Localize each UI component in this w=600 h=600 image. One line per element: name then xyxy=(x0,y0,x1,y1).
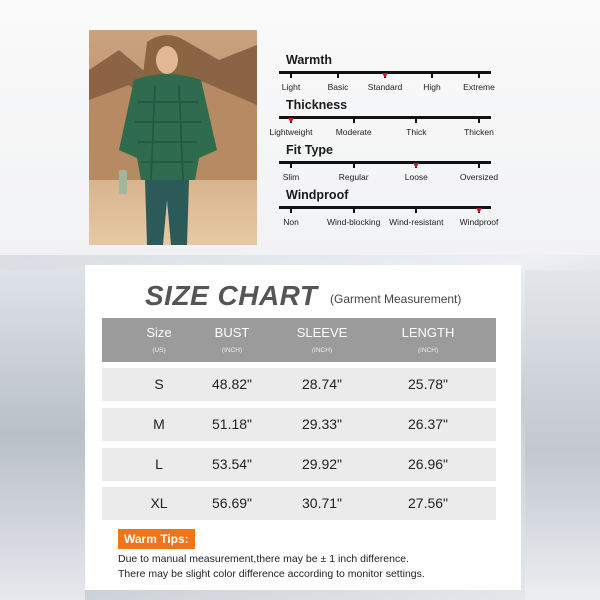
cell-size: XL xyxy=(150,495,168,511)
cell-sleeve: 29.92" xyxy=(301,456,343,472)
scale-option-label: Wind-blocking xyxy=(326,217,381,227)
scale-tick xyxy=(478,72,480,78)
attribute-scale-fit-type xyxy=(279,140,499,185)
scale-option-label: Windproof xyxy=(459,217,499,227)
scale-tick xyxy=(431,72,433,78)
scale-option-label: Thick xyxy=(406,127,427,137)
selected-marker-icon xyxy=(476,208,482,213)
cell-length: 26.96" xyxy=(407,456,449,472)
cell-sleeve: 29.33" xyxy=(301,416,343,432)
attribute-title: Thickness xyxy=(286,98,348,112)
cell-size: S xyxy=(154,376,164,392)
warm-tips-badge: Warm Tips: xyxy=(118,529,195,549)
table-header xyxy=(102,318,496,362)
header-size-unit: (US) xyxy=(152,347,166,354)
cell-length: 25.78" xyxy=(407,376,449,392)
scale-tick xyxy=(290,207,292,213)
selected-marker-icon xyxy=(288,118,294,123)
scale-option-label: Standard xyxy=(367,82,403,92)
cell-length: 27.56" xyxy=(407,495,449,511)
scale-tick xyxy=(415,117,417,123)
product-photo xyxy=(89,30,257,245)
scale-line xyxy=(279,206,491,209)
attribute-title: Windproof xyxy=(286,188,349,202)
size-chart-card xyxy=(85,265,521,590)
cell-sleeve: 28.74" xyxy=(301,376,343,392)
background-snow-right xyxy=(525,270,600,600)
scale-option-label: Wind-resistant xyxy=(389,217,444,227)
scale-tick xyxy=(478,117,480,123)
header-bust-unit: (INCH) xyxy=(221,347,243,354)
selected-marker-icon xyxy=(382,73,388,78)
tip-line: There may be slight color difference according to monitor settings. xyxy=(118,568,425,580)
scale-option-label: Thicken xyxy=(464,127,494,137)
attribute-scale-thickness xyxy=(269,95,494,140)
header-sleeve: SLEEVE xyxy=(296,325,348,340)
tip-line: Due to manual measurement,there may be ± 1 inch difference. xyxy=(118,553,409,565)
cell-sleeve: 30.71" xyxy=(301,495,343,511)
size-chart-subtitle: (Garment Measurement) xyxy=(330,292,462,306)
cell-size: M xyxy=(153,416,165,432)
background-snow-left xyxy=(0,270,85,600)
scale-option-label: Light xyxy=(281,82,301,92)
scale-tick xyxy=(415,207,417,213)
scale-option-label: Extreme xyxy=(463,82,495,92)
scale-tick xyxy=(337,72,339,78)
scale-option-label: Moderate xyxy=(335,127,372,137)
header-length-unit: (INCH) xyxy=(417,347,439,354)
attribute-title: Warmth xyxy=(286,53,333,67)
cell-bust: 53.54" xyxy=(211,456,253,472)
scale-option-label: Basic xyxy=(327,82,349,92)
cell-bust: 51.18" xyxy=(211,416,253,432)
size-chart-title: SIZE CHART xyxy=(145,280,318,311)
scale-tick xyxy=(290,162,292,168)
table-row xyxy=(102,408,496,441)
cell-bust: 48.82" xyxy=(211,376,253,392)
attribute-scales xyxy=(269,50,499,230)
attribute-title: Fit Type xyxy=(286,143,333,157)
scale-option-label: Oversized xyxy=(459,172,499,182)
table-row xyxy=(102,487,496,520)
table-row xyxy=(102,448,496,481)
scale-tick xyxy=(478,162,480,168)
scale-tick xyxy=(353,162,355,168)
scale-option-label: High xyxy=(423,82,441,92)
attribute-scale-windproof xyxy=(279,185,499,230)
scale-tick xyxy=(353,117,355,123)
table-row xyxy=(102,368,496,401)
scale-option-label: Lightweight xyxy=(269,127,313,137)
selected-marker-icon xyxy=(413,163,419,168)
cell-bust: 56.69" xyxy=(211,495,253,511)
scale-line xyxy=(279,161,491,164)
header-bust: BUST xyxy=(214,325,250,340)
scale-option-label: Slim xyxy=(282,172,300,182)
scale-tick xyxy=(353,207,355,213)
header-sleeve-unit: (INCH) xyxy=(311,347,333,354)
scale-option-label: Non xyxy=(283,217,299,227)
scale-tick xyxy=(290,72,292,78)
header-size: Size xyxy=(146,325,172,340)
header-length: LENGTH xyxy=(401,325,455,340)
cell-size: L xyxy=(155,456,163,472)
cell-length: 26.37" xyxy=(407,416,449,432)
scale-line xyxy=(279,116,491,119)
scale-option-label: Loose xyxy=(404,172,428,182)
model-in-green-jacket-image xyxy=(89,30,257,245)
scale-option-label: Regular xyxy=(338,172,369,182)
attribute-scale-warmth xyxy=(279,50,494,95)
